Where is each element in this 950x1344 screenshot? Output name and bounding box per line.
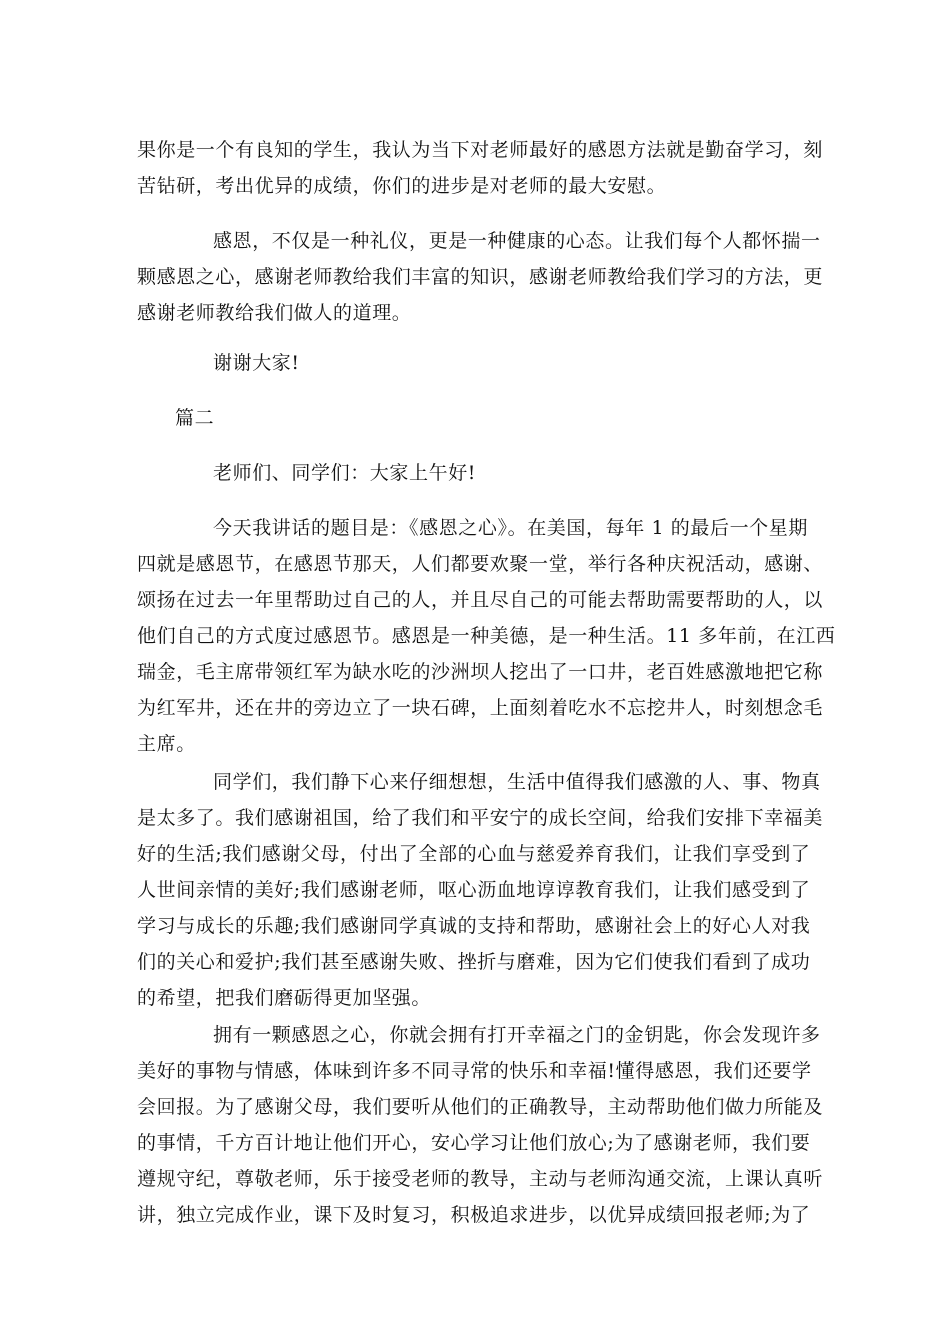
text-line: 谢谢大家! bbox=[213, 352, 300, 374]
text-line: 果你是一个有良知的学生，我认为当下对老师最好的感恩方法就是勤奋学习，刻 bbox=[137, 139, 824, 161]
text-line: 遵规守纪，尊敬老师，乐于接受老师的教导，主动与老师沟通交流，上课认真听 bbox=[137, 1168, 824, 1190]
text-line: 讲，独立完成作业，课下及时复习，积极追求进步，以优异成绩回报老师;为了 bbox=[137, 1204, 811, 1226]
text-line: 们的关心和爱护;我们甚至感谢失败、挫折与磨难，因为它们使我们看到了成功 bbox=[137, 951, 811, 973]
section-heading bbox=[137, 400, 817, 436]
text-line: 同学们，我们静下心来仔细想想，生活中值得我们感激的人、事、物真 bbox=[213, 771, 821, 793]
text-line: 颂扬在过去一年里帮助过自己的人，并且尽自己的可能去帮助需要帮助的人，以 bbox=[137, 589, 824, 611]
heading-text: 篇二 bbox=[175, 407, 215, 429]
text-line: 感恩，不仅是一种礼仪，更是一种健康的心态。让我们每个人都怀揣一 bbox=[213, 230, 821, 252]
text-line: 感谢老师教给我们做人的道理。 bbox=[137, 302, 412, 324]
text-line: 瑞金，毛主席带领红军为缺水吃的沙洲坝人挖出了一口井，老百姓感激地把它称 bbox=[137, 661, 824, 683]
paragraph-classmates bbox=[137, 764, 824, 1016]
text-line: 拥有一颗感恩之心，你就会拥有打开幸福之门的金钥匙，你会发现许多 bbox=[213, 1024, 821, 1046]
text-line: 好的生活;我们感谢父母，付出了全部的心血与慈爱养育我们，让我们享受到了 bbox=[137, 843, 811, 865]
paragraph-greeting bbox=[137, 455, 817, 491]
paragraph-thanks bbox=[137, 345, 817, 381]
paragraph-continuation bbox=[137, 132, 824, 204]
paragraph-gratitude-attitude bbox=[137, 223, 824, 331]
text-line: 苦钻研，考出优异的成绩，你们的进步是对老师的最大安慰。 bbox=[137, 175, 667, 197]
text-line: 会回报。为了感谢父母，我们要听从他们的正确教导，主动帮助他们做力所能及 bbox=[137, 1096, 824, 1118]
paragraph-speech-topic bbox=[137, 510, 836, 762]
text-line: 老师们、同学们：大家上午好! bbox=[213, 462, 477, 484]
text-line: 的事情，千方百计地让他们开心，安心学习让他们放心;为了感谢老师，我们要 bbox=[137, 1132, 811, 1154]
paragraph-grateful-heart bbox=[137, 1017, 824, 1233]
text-line: 学习与成长的乐趣;我们感谢同学真诚的支持和帮助，感谢社会上的好心人对我 bbox=[137, 915, 811, 937]
text-line: 主席。 bbox=[137, 733, 196, 755]
text-line: 的希望，把我们磨砺得更加坚强。 bbox=[137, 987, 432, 1009]
text-line: 为红军井，还在井的旁边立了一块石碑，上面刻着吃水不忘挖井人，时刻想念毛 bbox=[137, 697, 824, 719]
text-line: 是太多了。我们感谢祖国，给了我们和平安宁的成长空间，给我们安排下幸福美 bbox=[137, 807, 824, 829]
text-line: 今天我讲话的题目是：《感恩之心》。在美国，每年 1 的最后一个星期 bbox=[213, 517, 808, 539]
text-line: 美好的事物与情感，体味到许多不同寻常的快乐和幸福!懂得感恩，我们还要学 bbox=[137, 1060, 812, 1082]
text-line: 四就是感恩节，在感恩节那天，人们都要欢聚一堂，举行各种庆祝活动，感谢、 bbox=[137, 553, 824, 575]
text-line: 颗感恩之心，感谢老师教给我们丰富的知识，感谢老师教给我们学习的方法，更 bbox=[137, 266, 824, 288]
text-line: 他们自己的方式度过感恩节。感恩是一种美德，是一种生活。11 多年前，在江西 bbox=[137, 625, 836, 647]
text-line: 人世间亲情的美好;我们感谢老师，呕心沥血地谆谆教育我们，让我们感受到了 bbox=[137, 879, 811, 901]
